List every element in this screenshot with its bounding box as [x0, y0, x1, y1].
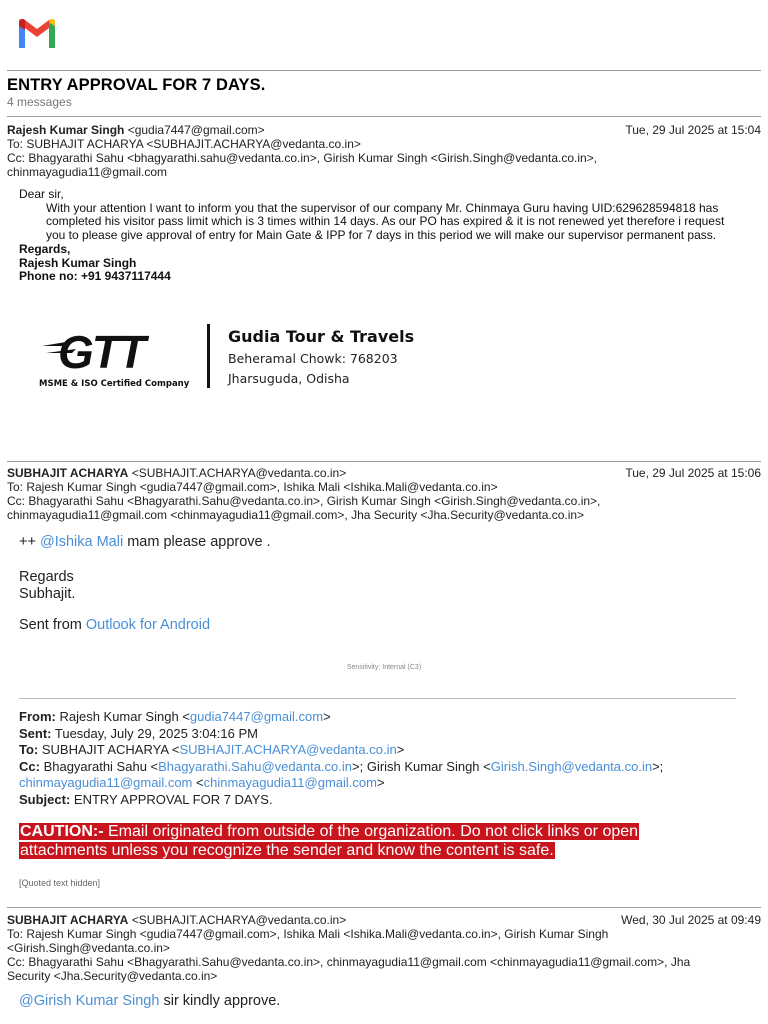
body-paragraph: With your attention I want to inform you that the supervisor of our company Mr. Chinmaya Guru having UID:629628594818 has completed his visitor pass limit which is 3 times within 14 days. As our PO has expired & it is not renewed yet therefore i request you to please give approval of entry for Main Gate & IPP for 7 days in this period we will make our supervisor permanent pass.: [46, 200, 725, 243]
sensitivity-label: Sensitivity: Internal (C3): [346, 664, 422, 671]
outlook-link[interactable]: Outlook for Android: [85, 617, 211, 633]
divider: [7, 907, 761, 908]
sender-name: SUBHAJIT ACHARYA: [7, 466, 129, 480]
caution-banner: CAUTION:- Email originated from outside of the organization. Do not click links or open attachments unless you recognize the sender and know the content is safe.: [20, 823, 639, 859]
cc-line: Cc: Bhagyarathi Sahu <Bhagyarathi.Sahu@vedanta.co.in>, Girish Kumar Singh <Girish.Singh@vedanta.co.in>,: [7, 494, 601, 508]
email-link[interactable]: SUBHAJIT.ACHARYA@vedanta.co.in: [179, 742, 397, 757]
greeting: Dear sir,: [19, 187, 64, 201]
regards: Regards: [19, 569, 74, 585]
cc-line: Cc: Bhagyarathi Sahu <Bhagyarathi.Sahu@vedanta.co.in>, chinmayagudia11@gmail.com <chinmayagudia11@gmail.com>, Jha: [7, 955, 691, 969]
svg-text:MSME & ISO Certified Company: MSME & ISO Certified Company: [39, 379, 190, 389]
signer-name: Rajesh Kumar Singh: [19, 255, 137, 270]
svg-text:GTT: GTT: [58, 326, 144, 378]
cc-line: chinmayagudia11@gmail.com: [7, 165, 168, 179]
message-date: Wed, 30 Jul 2025 at 09:49: [621, 913, 761, 927]
message-date: Tue, 29 Jul 2025 at 15:06: [625, 466, 761, 480]
signer-name: Subhajit.: [19, 586, 76, 602]
cc-line: Cc: Bhagyarathi Sahu <bhagyarathi.sahu@vedanta.co.in>, Girish Kumar Singh <Girish.Singh@vedanta.co.in>,: [7, 151, 598, 165]
to-line: To: Rajesh Kumar Singh <gudia7447@gmail.com>, Ishika Mali <Ishika.Mali@vedanta.co.in>: [7, 480, 498, 494]
message-header[interactable]: [7, 466, 761, 522]
mention-link[interactable]: @Ishika Mali: [39, 534, 124, 550]
divider: [19, 698, 736, 699]
gtt-logo-icon: [36, 320, 416, 390]
sender-email: <gudia7447@gmail.com>: [127, 123, 265, 137]
gmail-logo-icon: [16, 18, 58, 50]
phone-number: Phone no: +91 9437117444: [19, 269, 171, 284]
divider: [7, 116, 761, 117]
mention-link[interactable]: @Girish Kumar Singh: [19, 993, 160, 1009]
regards: Regards,: [19, 241, 71, 256]
thread-subject: ENTRY APPROVAL FOR 7 DAYS.: [7, 76, 266, 94]
divider: [7, 70, 761, 71]
sender-email: <SUBHAJIT.ACHARYA@vedanta.co.in>: [131, 466, 347, 480]
sender-name: SUBHAJIT ACHARYA: [7, 913, 129, 927]
cc-line: chinmayagudia11@gmail.com <chinmayagudia11@gmail.com>, Jha Security <Jha.Security@vedanta.co.in>: [7, 508, 585, 522]
sender-name: Rajesh Kumar Singh: [7, 123, 125, 137]
quoted-header: From: Rajesh Kumar Singh <gudia7447@gmail.com> Sent: Tuesday, July 29, 2025 3:04:16 PM To: SUBHAJIT ACHARYA <SUBHAJIT.ACHARYA@vedanta.co.in> Cc: Bhagyarathi Sahu <Bhagyarathi.Sahu@vedanta.co.in>; Girish Kumar Singh <Girish.Singh@vedanta.co.in>; chinmayagudia11@gmail.com <chinmayagudia11@gmail.com> Subject: ENTRY APPROVAL FOR 7 DAYS.: [19, 709, 664, 807]
email-link[interactable]: chinmayagudia11@gmail.com: [19, 775, 193, 790]
message-body: [19, 188, 739, 284]
email-link[interactable]: Girish.Singh@vedanta.co.in: [490, 758, 653, 774]
sent-from-line: Sent from Outlook for Android: [19, 617, 211, 633]
to-line: To: Rajesh Kumar Singh <gudia7447@gmail.com>, Ishika Mali <Ishika.Mali@vedanta.co.in>, Girish Kumar Singh: [7, 927, 609, 941]
message-header[interactable]: [7, 123, 761, 179]
email-link[interactable]: gudia7447@gmail.com: [189, 709, 324, 724]
message-count: 4 messages: [7, 95, 72, 109]
reply-line: ++ @Ishika Mali mam please approve .: [19, 534, 271, 550]
quoted-text-hidden[interactable]: [Quoted text hidden]: [19, 878, 101, 888]
reply-line: @Girish Kumar Singh sir kindly approve.: [19, 993, 281, 1009]
email-link[interactable]: Bhagyarathi.Sahu@vedanta.co.in: [158, 758, 353, 774]
to-line: <Girish.Singh@vedanta.co.in>: [7, 941, 170, 955]
divider: [7, 461, 761, 462]
svg-text:Beheramal Chowk: 768203: Beheramal Chowk: 768203: [228, 351, 398, 366]
message-header[interactable]: [7, 913, 761, 983]
svg-text:Gudia Tour & Travels: Gudia Tour & Travels: [228, 327, 415, 346]
sender-email: <SUBHAJIT.ACHARYA@vedanta.co.in>: [131, 913, 347, 927]
company-signature: [36, 320, 416, 390]
svg-text:Jharsuguda, Odisha: Jharsuguda, Odisha: [228, 371, 350, 386]
to-line: To: SUBHAJIT ACHARYA <SUBHAJIT.ACHARYA@vedanta.co.in>: [7, 137, 361, 151]
message-date: Tue, 29 Jul 2025 at 15:04: [625, 123, 761, 137]
cc-line: Security <Jha.Security@vedanta.co.in>: [7, 969, 218, 983]
email-link[interactable]: chinmayagudia11@gmail.com: [203, 775, 377, 790]
